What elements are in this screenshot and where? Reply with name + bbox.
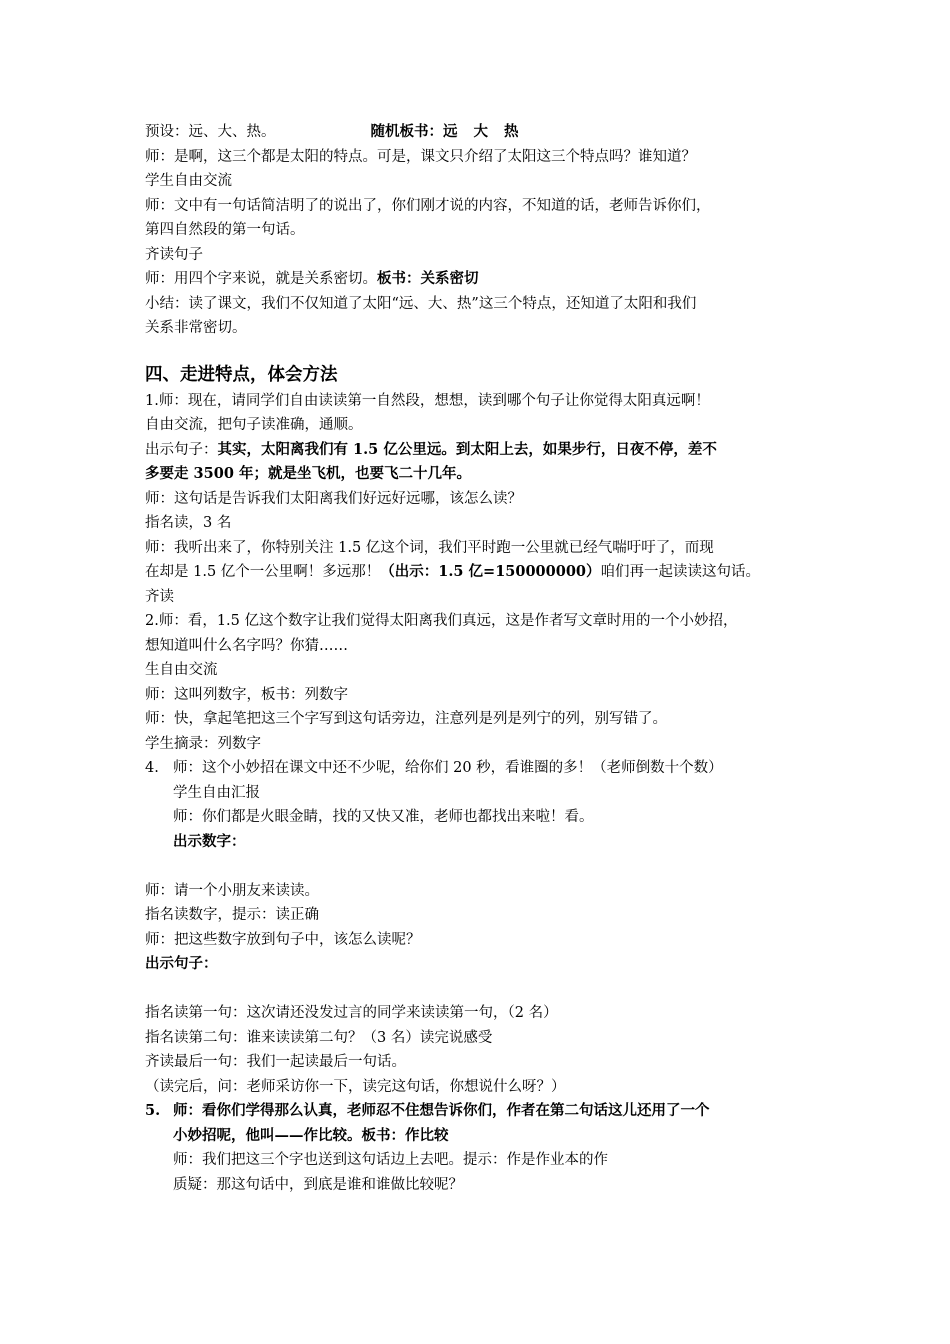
text-line: 想知道叫什么名字吗？你猜…… xyxy=(145,637,348,654)
shown-number: （出示：1.5 亿=150000000） xyxy=(380,563,601,580)
text-line: 师：是啊，这三个都是太阳的特点。可是，课文只介绍了太阳这三个特点吗？谁知道？ xyxy=(145,148,696,165)
text-line: 学生自由交流 xyxy=(145,173,232,189)
text-line: 师：请一个小朋友来读读。 xyxy=(145,882,319,899)
text-line: 自由交流，把句子读准确，通顺。 xyxy=(145,417,363,433)
text-line: 师：快，拿起笔把这三个字写到这句话旁边，注意列是列是列宁的列，别写错了。 xyxy=(145,711,667,727)
text-line: 齐读句子 xyxy=(145,246,203,263)
quoted-sentence: 多要走 3500 年；就是坐飞机，也要飞二十几年。 xyxy=(145,465,471,482)
text-line: 出示句子： xyxy=(145,955,218,972)
text-line: 小妙招呢，他叫——作比较。板书：作比较 xyxy=(173,1126,449,1144)
text-span: 在却是 1.5 亿个一公里啊！多远那！ xyxy=(145,564,381,580)
text-line: 师：你们都是火眼金睛，找的又快又准，老师也都找出来啦！看。 xyxy=(173,809,594,825)
text-line: 指名读，3 名 xyxy=(145,515,232,531)
text-span: 师：这个小妙招在课文中还不少呢，给你们 20 秒，看谁圈的多！（老师倒数十个数） xyxy=(173,760,723,776)
text-line: 师：我们把这三个字也送到这句话边上去吧。提示：作是作业本的作 xyxy=(173,1152,608,1168)
text-span: 出示句子： xyxy=(145,441,218,458)
numbered-item xyxy=(145,1099,825,1124)
text-line: 齐读最后一句：我们一起读最后一句话。 xyxy=(145,1054,406,1070)
text-line: 指名读第一句：这次请还没发过言的同学来读读第一句，（2 名） xyxy=(145,1005,558,1021)
text-line: 质疑：那这句话中，到底是谁和谁做比较呢？ xyxy=(173,1176,463,1193)
board-note: 板书：关系密切 xyxy=(377,270,479,287)
text-line: 出示数字： xyxy=(173,832,246,850)
numbered-item xyxy=(145,756,825,781)
text-line: 2.师：看，1.5 亿这个数字让我们觉得太阳离我们真远，这是作者写文章时用的一个小妙招， xyxy=(145,613,738,629)
text-line: 师：把这些数字放到句子中，该怎么读呢？ xyxy=(145,931,421,948)
text-line: 师：我听出来了，你特别关注 1.5 亿这个词，我们平时跑一公里就已经气喘吁吁了，而现 xyxy=(145,539,714,556)
quoted-sentence: 其实，太阳离我们有 1.5 亿公里远。到太阳上去，如果步行，日夜不停，差不 xyxy=(217,440,717,458)
text-line: 小结：读了课文，我们不仅知道了太阳“远、大、热”这三个特点，还知道了太阳和我们 xyxy=(145,295,697,312)
text-span: 咱们再一起读读这句话。 xyxy=(600,564,761,580)
text-line: 师：文中有一句话简洁明了的说出了，你们刚才说的内容，不知道的话，老师告诉你们， xyxy=(145,197,711,214)
text-line: 生自由交流 xyxy=(145,662,218,678)
item-number: 4. xyxy=(145,760,159,776)
text-line: （读完后，问：老师采访你一下，读完这句话，你想说什么呀？） xyxy=(145,1078,566,1095)
text-line: 第四自然段的第一句话。 xyxy=(145,222,305,238)
text-line: 学生自由汇报 xyxy=(173,784,260,801)
text-line: 师：这句话是告诉我们太阳离我们好远好远哪，该怎么读？ xyxy=(145,490,522,507)
text-span: 师：看你们学得那么认真，老师忍不住想告诉你们，作者在第二句话这儿还用了一个 xyxy=(173,1102,710,1119)
text-line: 师：这叫列数字，板书：列数字 xyxy=(145,686,348,703)
text-line: 关系非常密切。 xyxy=(145,320,247,336)
text-line xyxy=(145,267,825,292)
board-note-hot: 热 xyxy=(504,123,519,140)
preset-line xyxy=(145,120,825,145)
text-span: 师：用四个字来说，就是关系密切。 xyxy=(145,271,377,287)
board-note-big: 大 xyxy=(473,123,488,140)
text-line: 齐读 xyxy=(145,588,174,605)
board-note: 随机板书：远 xyxy=(370,123,458,140)
text-line xyxy=(145,438,825,463)
text-line: 指名读数字，提示：读正确 xyxy=(145,907,319,923)
text-line: 指名读第二句：谁来读读第二句？（3 名）读完说感受 xyxy=(145,1029,493,1046)
text-line: 1.师：现在，请同学们自由读读第一自然段，想想，读到哪个句子让你觉得太阳真远啊！ xyxy=(145,392,710,409)
text-line: 学生摘录：列数字 xyxy=(145,735,261,752)
section-heading: 四、走进特点，体会方法 xyxy=(145,364,338,385)
text-line xyxy=(145,560,825,585)
item-number: 5. xyxy=(145,1102,161,1119)
preset-text: 预设：远、大、热。 xyxy=(145,124,276,140)
document-page xyxy=(145,120,825,1197)
